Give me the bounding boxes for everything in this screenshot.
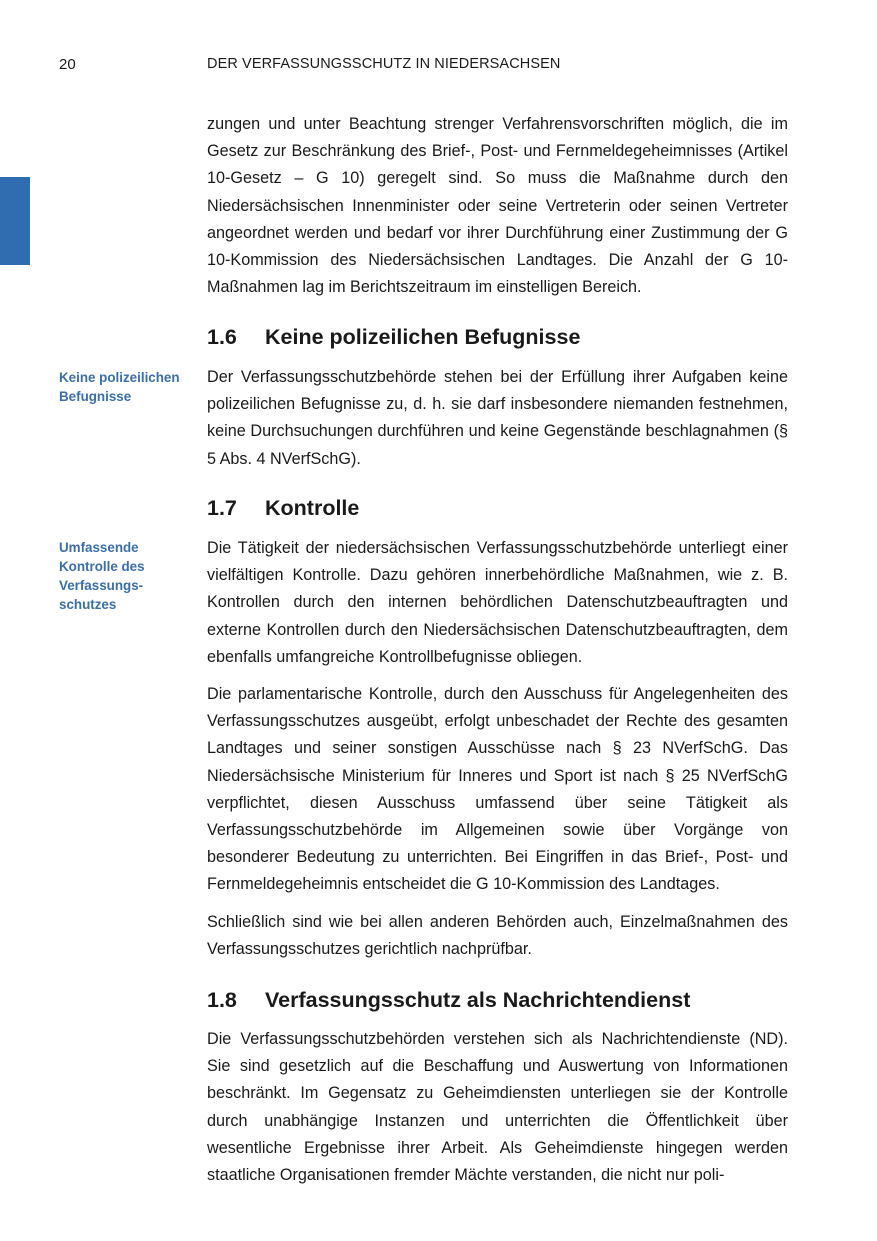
section-number: 1.6 bbox=[207, 325, 237, 349]
chapter-tab-marker bbox=[0, 177, 30, 265]
section-title: Keine polizeilichen Befugnisse bbox=[265, 325, 581, 349]
intro-paragraph: zungen und unter Beachtung strenger Verfahrensvorschriften möglich, die im Gesetz zur Beschränkung des Brief-, Post- und Fernmeldegeheimnisses (Artikel 10-Gesetz – G 10) geregelt sind. So muss die Maßnahme durch den Niedersächsischen Innenminister oder seine Vertreterin oder seinen Vertreter angeordnet werden und bedarf vor ihrer Durchführung einer Zustimmung der G 10-Kommission des Niedersächsischen Landtages. Die Anzahl der G 10-Maßnahmen lag im Berichtszeitraum im einstelligen Bereich. bbox=[207, 115, 788, 297]
section-title: Kontrolle bbox=[265, 496, 360, 520]
section-heading-1-7 bbox=[207, 494, 359, 522]
section-heading-1-8 bbox=[207, 986, 690, 1014]
running-head: DER VERFASSUNGSSCHUTZ IN NIEDERSACHSEN bbox=[207, 56, 561, 72]
section-number: 1.7 bbox=[207, 496, 237, 520]
section-title: Verfassungsschutz als Nachrichtendienst bbox=[265, 988, 691, 1012]
section-number: 1.8 bbox=[207, 988, 237, 1012]
section-1-7-paragraph-2: Die parlamentarische Kontrolle, durch den Ausschuss für Angelegenheiten des Verfassungsschutzes ausgeübt, erfolgt unbeschadet der Rechte des gesamten Landtages und seiner sonstigen Ausschüsse nach § 23 NVerfSchG. Das Niedersächsische Ministerium für Inneres und Sport ist nach § 25 NVerfSchG verpflichtet, diesen Ausschuss umfassend über seine Tätigkeit als Verfassungsschutzbehörde im Allgemeinen sowie über Vorgänge von besonderer Bedeutung zu unterrichten. Bei Eingriffen in das Brief-, Post- und Fernmeldegeheimnis entscheidet die G 10-Kommission des Landtages. bbox=[207, 685, 788, 894]
section-1-7-paragraph-1: Die Tätigkeit der niedersächsischen Verfassungsschutzbehörde unterliegt einer vielfältigen Kontrolle. Dazu gehören innerbehördliche Maßnahmen, wie z. B. Kontrollen durch den internen behördlichen Datenschutzbeauftragten und externe Kontrollen durch den Niedersächsischen Datenschutzbeauftragten, dem ebenfalls umfangreiche Kontrollbefugnisse obliegen. bbox=[207, 539, 788, 666]
margin-note-keine-befugnisse: Keine polizeilichen Befugnisse bbox=[59, 370, 180, 404]
page-number: 20 bbox=[59, 56, 76, 73]
section-1-6-paragraph: Der Verfassungsschutzbehörde stehen bei der Erfüllung ihrer Aufgaben keine polizeilichen Befugnisse zu, d. h. sie darf insbesondere niemanden festnehmen, keine Durchsuchungen durchführen und keine Gegenstände beschlagnahmen (§ 5 Abs. 4 NVerfSchG). bbox=[207, 368, 788, 468]
section-heading-1-6 bbox=[207, 323, 580, 351]
margin-note-kontrolle: Umfassende Kontrolle des Verfassungs-schutzes bbox=[59, 540, 145, 612]
section-1-8-paragraph: Die Verfassungsschutzbehörden verstehen sich als Nachrichtendienste (ND). Sie sind gesetzlich auf die Beschaffung und Auswertung von Informationen beschränkt. Im Gegensatz zu Geheimdiensten unterliegen sie der Kontrolle durch unabhängige Instanzen und unterrichten die Öffentlichkeit über wesentliche Ergebnisse ihrer Arbeit. Als Geheimdienste hingegen werden staatliche Organisationen fremder Mächte verstanden, die nicht nur poli- bbox=[207, 1030, 788, 1185]
section-1-7-paragraph-3: Schließlich sind wie bei allen anderen Behörden auch, Einzelmaßnahmen des Verfassungsschutzes gerichtlich nachprüfbar. bbox=[207, 913, 788, 959]
